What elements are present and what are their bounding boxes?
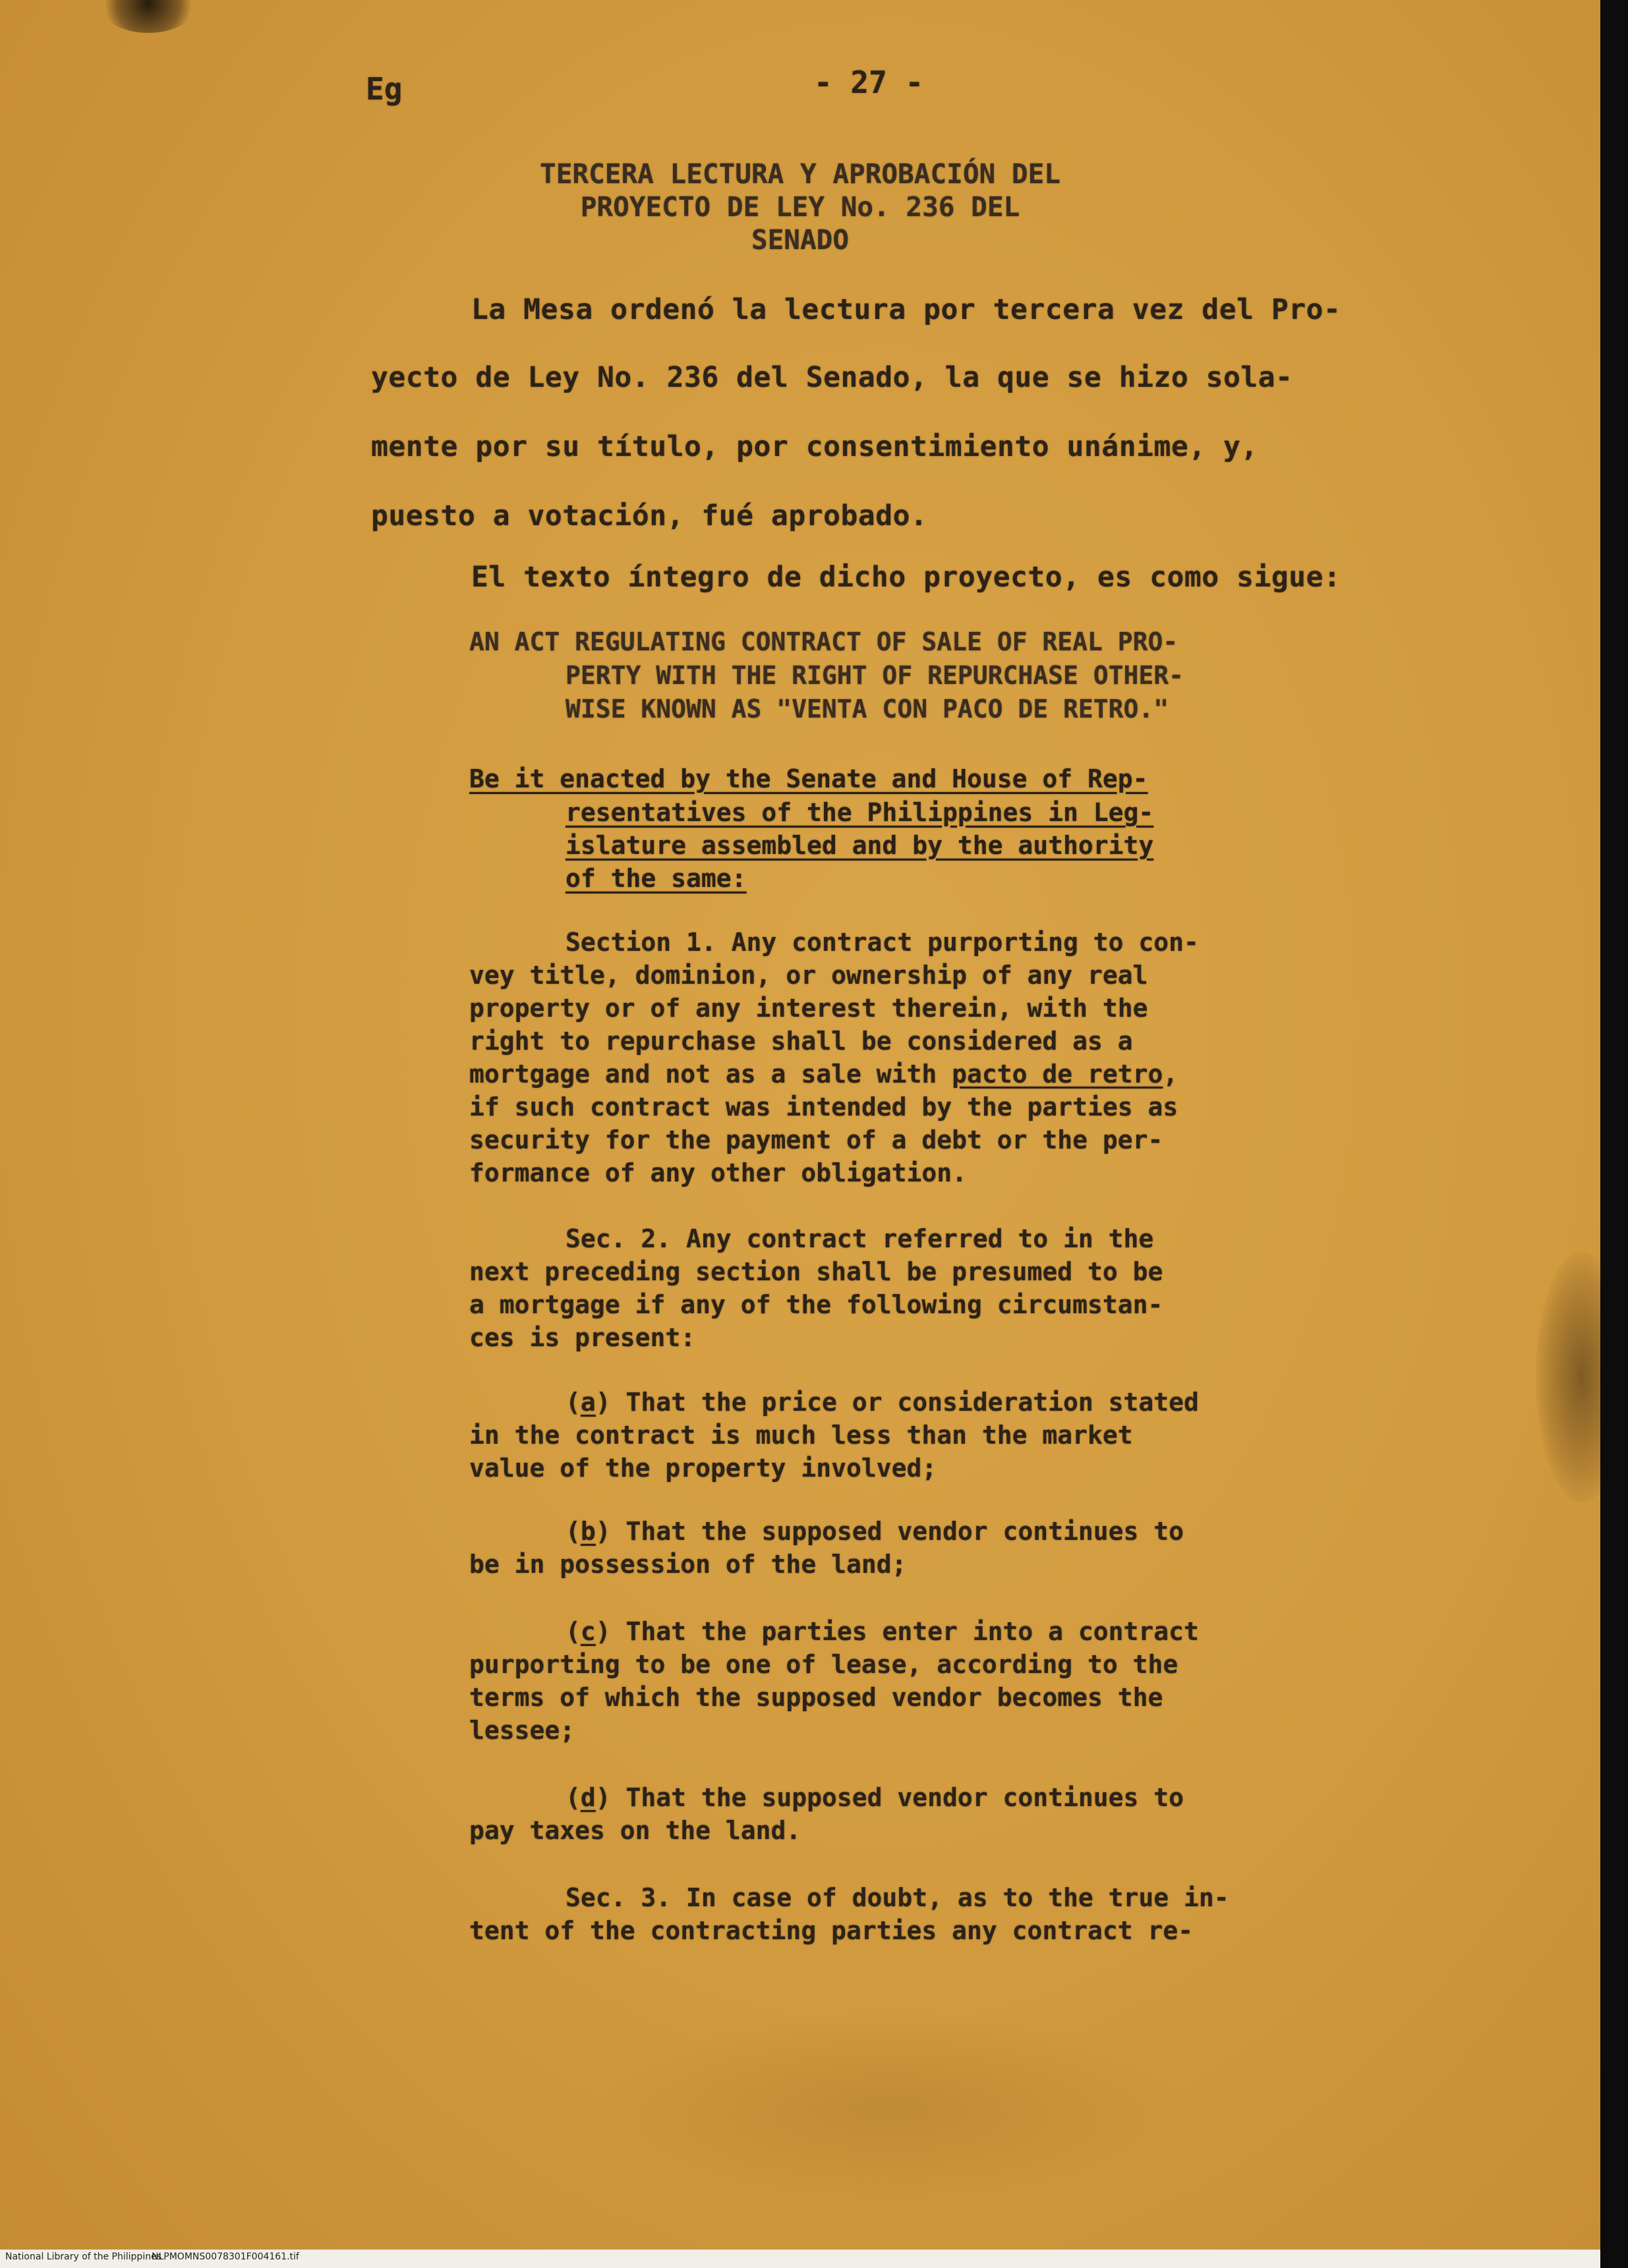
enacting-clause-line: islature assembled and by the authority	[566, 831, 1154, 860]
section-1-text: mortgage and not as a sale with	[469, 1060, 952, 1089]
item-letter: c	[580, 1617, 596, 1646]
section-1-line	[469, 1060, 1178, 1089]
section-1-line: if such contract was intended by the parties as	[469, 1092, 1178, 1121]
act-title-line: PERTY WITH THE RIGHT OF REPURCHASE OTHER-	[566, 661, 1184, 690]
section-3-line: tent of the contracting parties any contract re-	[469, 1916, 1194, 1945]
section-1-line: right to repurchase shall be considered as a	[469, 1027, 1133, 1056]
intro-line: El texto íntegro de dicho proyecto, es como sigue:	[471, 561, 1341, 594]
section-2-line: ces is present:	[469, 1323, 696, 1352]
document-title-line: SENADO	[751, 224, 850, 256]
section-1-line: vey title, dominion, or ownership of any real	[469, 961, 1148, 990]
document-title-line: PROYECTO DE LEY No. 236 DEL	[580, 191, 1020, 223]
header-code: Eg	[366, 71, 403, 107]
item-c-line	[566, 1617, 1199, 1646]
item-a-line	[566, 1388, 1199, 1417]
item-d-line: pay taxes on the land.	[469, 1816, 801, 1845]
item-b-line	[566, 1517, 1184, 1546]
item-c-line: terms of which the supposed vendor becomes the	[469, 1683, 1163, 1712]
document-title-line: TERCERA LECTURA Y APROBACIÓN DEL	[540, 158, 1061, 190]
intro-line: puesto a votación, fué aprobado.	[371, 499, 928, 532]
section-1-line: property or of any interest therein, with the	[469, 994, 1148, 1023]
intro-line: La Mesa ordenó la lectura por tercera vez del Pro-	[471, 293, 1341, 326]
enacting-clause-line: resentatives of the Philippines in Leg-	[566, 798, 1154, 827]
item-paren: (	[566, 1388, 581, 1417]
item-c-line: lessee;	[469, 1716, 575, 1745]
section-3-line: Sec. 3. In case of doubt, as to the true in-	[566, 1883, 1229, 1912]
item-letter: a	[580, 1388, 596, 1417]
scan-border	[1600, 0, 1628, 2268]
section-1-line: Section 1. Any contract purporting to con-	[566, 928, 1199, 957]
section-2-line: next preceding section shall be presumed to be	[469, 1257, 1163, 1286]
paper-stain	[593, 2010, 1186, 2207]
enacting-clause-line: of the same:	[566, 864, 747, 893]
edge-stain	[1536, 1252, 1600, 1502]
intro-line: mente por su título, por consentimiento unánime, y,	[371, 430, 1258, 463]
item-d-line	[566, 1783, 1184, 1812]
section-1-line: formance of any other obligation.	[469, 1158, 967, 1187]
enacting-clause-line: Be it enacted by the Senate and House of Rep-	[469, 764, 1148, 793]
section-2-line: Sec. 2. Any contract referred to in the	[566, 1224, 1154, 1253]
item-c-line: purporting to be one of lease, according to the	[469, 1650, 1178, 1679]
section-1-line: security for the payment of a debt or the per-	[469, 1125, 1163, 1154]
item-paren: (	[566, 1517, 581, 1546]
item-a-line: in the contract is much less than the market	[469, 1421, 1133, 1450]
section-2-line: a mortgage if any of the following circumstan-	[469, 1290, 1163, 1319]
footer-library-name: National Library of the Philippines	[5, 2252, 161, 2262]
act-title-line: WISE KNOWN AS "VENTA CON PACO DE RETRO."	[566, 695, 1169, 723]
pacto-de-retro-term: pacto de retro	[952, 1060, 1163, 1089]
item-paren: (	[566, 1783, 581, 1812]
item-letter: d	[580, 1783, 596, 1812]
act-title-line: AN ACT REGULATING CONTRACT OF SALE OF REAL PRO-	[469, 627, 1178, 656]
item-text: ) That the supposed vendor continues to	[595, 1783, 1184, 1812]
section-1-text: ,	[1163, 1060, 1178, 1089]
burn-stain	[99, 0, 198, 33]
item-text: ) That the supposed vendor continues to	[595, 1517, 1184, 1546]
page-number: - 27 -	[814, 65, 924, 100]
item-text: ) That the parties enter into a contract	[595, 1617, 1199, 1646]
item-text: ) That the price or consideration stated	[595, 1388, 1199, 1417]
footer-file-id: NLPMOMNS0078301F004161.tif	[152, 2252, 299, 2262]
item-paren: (	[566, 1617, 581, 1646]
item-b-line: be in possession of the land;	[469, 1550, 907, 1579]
intro-line: yecto de Ley No. 236 del Senado, la que se hizo sola-	[371, 361, 1293, 394]
item-a-line: value of the property involved;	[469, 1454, 937, 1483]
item-letter: b	[580, 1517, 596, 1546]
